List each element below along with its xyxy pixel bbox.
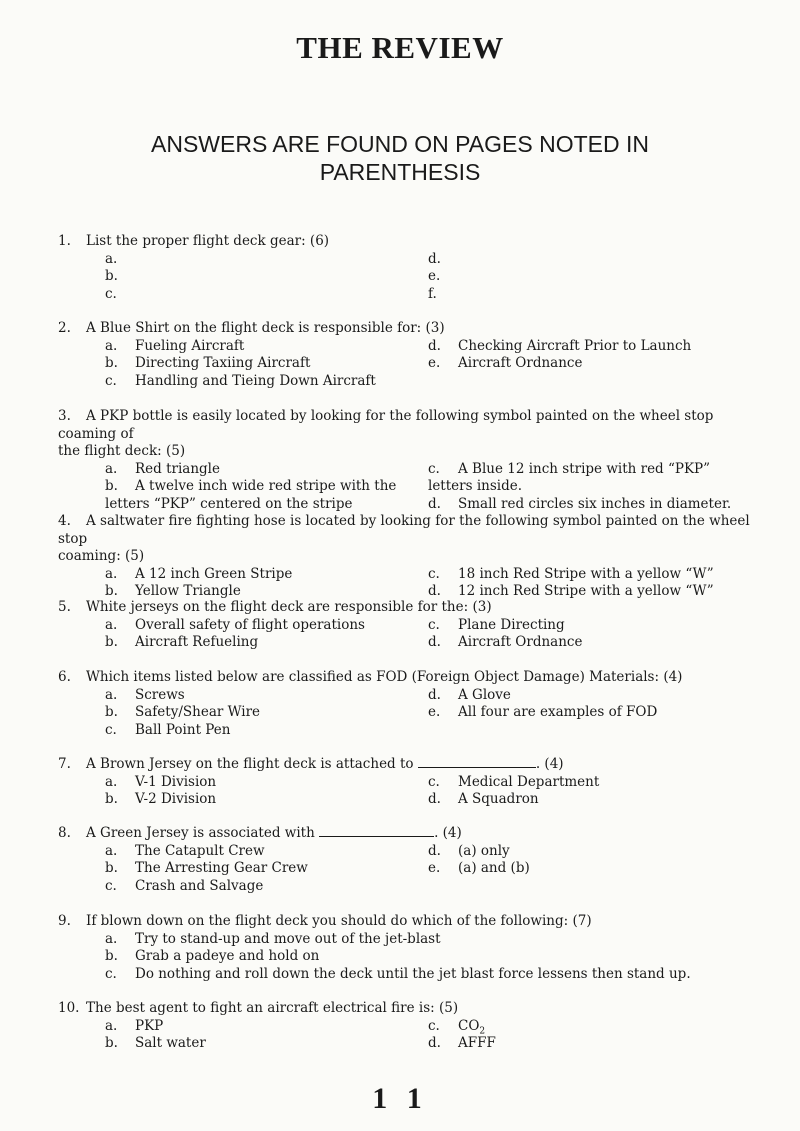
question-text: A Brown Jersey on the flight deck is attached to [86,756,414,772]
option-b: b. Salt water [105,1035,206,1051]
option-a: a. Fueling Aircraft [105,337,245,354]
option-b: b. [105,268,118,284]
option-d: d. Small red circles six inches in diameter. [428,495,732,512]
fill-in-blank [418,756,536,768]
page-subtitle: ANSWERS ARE FOUND ON PAGES NOTED IN PARENTHESIS [151,131,649,185]
question-number: 3. [58,408,71,424]
option-c: c. 18 inch Red Stripe with a yellow “W” [428,565,714,582]
option-a: a. The Catapult Crew [105,842,265,859]
option-e: e. (a) and (b) [428,860,530,876]
option-c: c. Medical Department [428,773,600,790]
question-text: A Blue Shirt on the flight deck is responsible for: (3) [86,320,445,336]
question-text-continued: the flight deck: (5) [58,443,186,459]
option-b: b. Safety/Shear Wire [105,704,261,720]
option-a: a. PKP [105,1017,164,1034]
page-number: 1 1 [372,1082,428,1115]
question-text-continued: coaming: (5) [58,548,145,564]
option-d: d. (a) only [428,842,510,859]
question-text: A Green Jersey is associated with [86,825,315,841]
option-c-continued: letters inside. [428,478,522,494]
question-8 [58,825,758,895]
question-10 [58,1000,758,1053]
question-text: Which items listed below are classified as FOD (Foreign Object Damage) Materials: (4) [86,669,683,685]
option-d: d. 12 inch Red Stripe with a yellow “W” [428,583,714,599]
question-number: 6. [58,669,71,685]
question-5 [58,599,758,652]
option-c: c. Do nothing and roll down the deck until the jet blast force lessens then stand up. [105,965,691,982]
option-a: a. Try to stand-up and move out of the jet-blast [105,930,441,947]
option-d: d. A Squadron [428,791,539,807]
question-number: 10. [58,1000,80,1016]
fill-in-blank [319,825,434,837]
option-b: b. V-2 Division [105,791,217,807]
option-f: f. [428,285,437,302]
option-b: b. Aircraft Refueling [105,634,259,650]
question-number: 2. [58,320,71,336]
question-number: 1. [58,233,71,249]
option-c: c. $CO_2$ [428,1017,486,1037]
option-e: e. Aircraft Ordnance [428,355,583,371]
option-d: d. A Glove [428,686,511,703]
option-c: c. A Blue 12 inch stripe with red “PKP” [428,460,711,477]
option-a: a. A 12 inch Green Stripe [105,565,293,582]
question-number: 7. [58,756,71,772]
option-b-continued: letters “PKP” centered on the stripe [105,495,353,512]
option-c: c. Plane Directing [428,616,565,633]
option-c: c. Handling and Tieing Down Aircraft [105,372,376,389]
question-number: 4. [58,513,71,529]
option-d: d. Aircraft Ordnance [428,634,583,650]
option-a: a. Overall safety of flight operations [105,616,365,633]
option-b: b. Directing Taxiing Aircraft [105,355,311,371]
question-3 [58,408,758,513]
option-e: e. All four are examples of FOD [428,704,658,720]
option-c: c. Crash and Salvage [105,877,264,894]
question-4 [58,513,758,601]
question-7 [58,756,758,809]
option-b: b. Yellow Triangle [105,583,241,599]
option-b: b. The Arresting Gear Crew [105,860,308,876]
option-a: a. Red triangle [105,460,220,477]
option-c: c. [105,285,117,302]
question-text: The best agent to fight an aircraft electrical fire is: (5) [86,1000,459,1016]
question-6 [58,669,758,739]
option-d: d. AFFF [428,1035,496,1051]
question-text: White jerseys on the flight deck are responsible for the: (3) [86,599,492,615]
question-text: A saltwater fire fighting hose is located by looking for the following symbol painted on the wheel stop [58,513,750,547]
question-text: List the proper flight deck gear: (6) [86,233,330,249]
question-text-end: . (4) [434,825,462,841]
option-e: e. [428,268,441,284]
option-d: d. Checking Aircraft Prior to Launch [428,337,692,354]
question-2 [58,320,758,390]
question-text: A PKP bottle is easily located by looking for the following symbol painted on the wheel stop coaming of [58,408,714,442]
option-a: a. [105,250,118,267]
option-c: c. Ball Point Pen [105,721,231,738]
question-number: 8. [58,825,71,841]
option-a: a. V-1 Division [105,773,217,790]
option-a: a. Screws [105,686,185,703]
page-title: THE REVIEW [296,30,504,65]
option-d: d. [428,250,441,267]
question-text: If blown down on the flight deck you should do which of the following: (7) [86,913,592,929]
option-b: b. A twelve inch wide red stripe with the [105,478,397,494]
question-1 [58,233,758,303]
question-text-end: . (4) [535,756,564,772]
question-number: 5. [58,599,71,615]
option-b: b. Grab a padeye and hold on [105,948,320,964]
question-9 [58,913,758,983]
question-number: 9. [58,913,71,929]
subscript: 2 [479,1026,486,1037]
